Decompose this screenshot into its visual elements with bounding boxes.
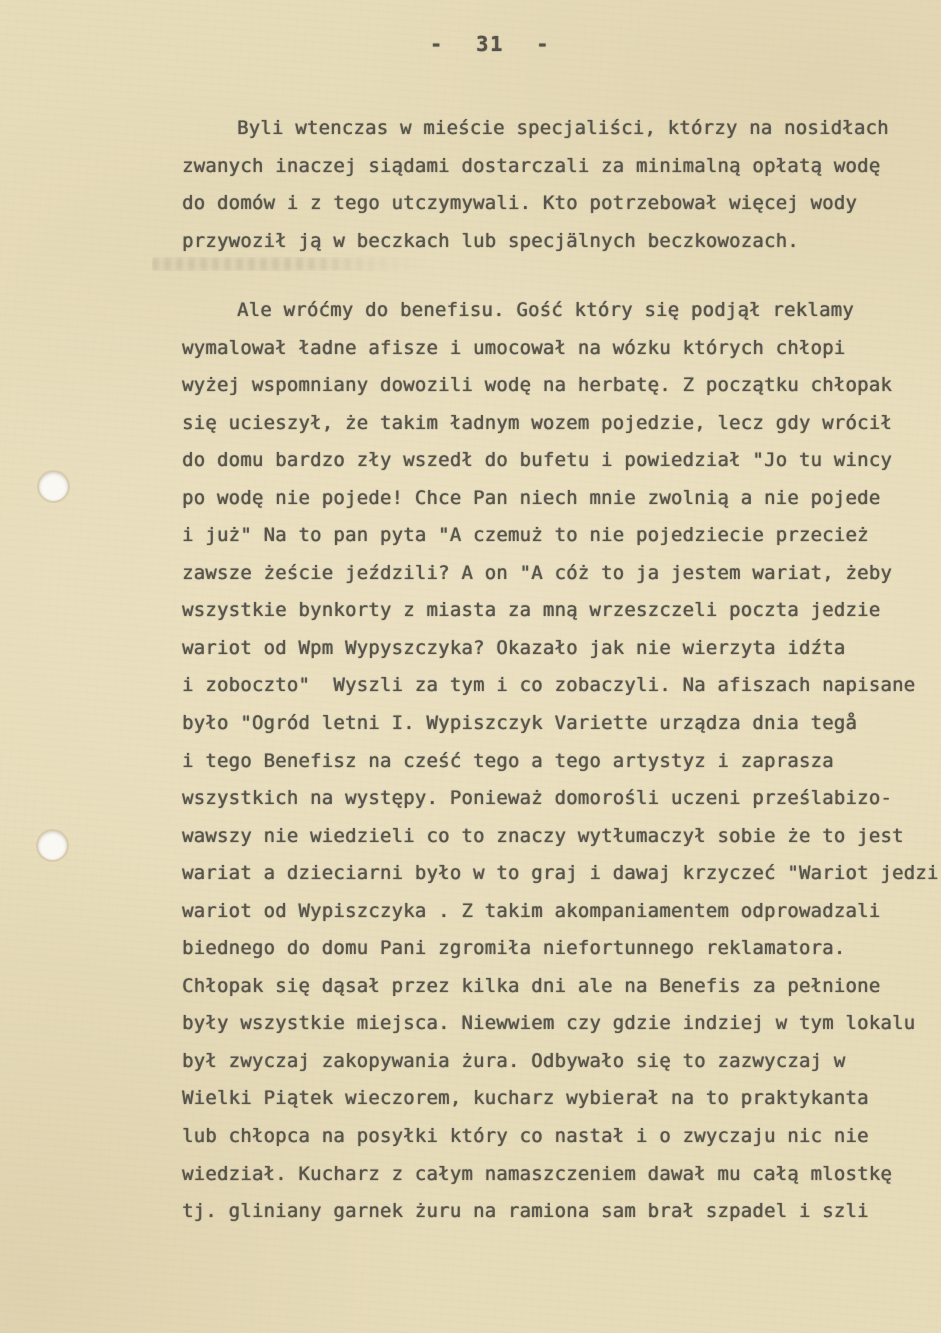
typewritten-line: się ucieszył, że takim ładnym wozem pojedzie, lecz gdy wrócił [182,411,892,434]
typewritten-line: były wszystkie miejsca. Niewwiem czy gdzie indziej w tym lokalu [182,1012,916,1035]
typewritten-line: wyżej wspomniany dowozili wodę na herbatę. Z początku chłopak [182,374,892,397]
typewritten-line: Ale wróćmy do benefisu. Gość który się podjął reklamy [237,298,854,321]
typewritten-line: wiedział. Kucharz z całym namaszczeniem dawał mu całą mlostkę [182,1162,892,1185]
paragraph-gap [182,260,941,292]
typewritten-line: Wielki Piątek wieczorem, kucharz wybierał na to praktykanta [182,1087,869,1110]
typewritten-line: wymalował ładne afisze i umocował na wózku których chłopi [182,336,846,359]
hole-punch-top [39,472,68,501]
typewritten-line: wawszy nie wiedzieli co to znaczy wytłumaczył sobie że to jest [182,824,904,847]
typewritten-line: lub chłopca na posyłki który co nastał i o zwyczaju nic nie [182,1125,869,1148]
typewritten-line: tj. gliniany garnek żuru na ramiona sam brał szpadel i szli [182,1200,869,1223]
typewritten-line: wszystkich na występy. Ponieważ domorośli uczeni prześlabizo- [182,787,892,810]
typewritten-line: Chłopak się dąsał przez kilka dni ale na Benefis za pełnione [182,974,881,997]
typewritten-line: wariot od Wpm Wypyszczyka? Okazało jak nie wierzyta idźta [182,636,846,659]
typewritten-line: do domów i z tego utczymywali. Kto potrzebował więcej wody [182,192,858,215]
typewritten-line: wariat a dzieciarni było w to graj i dawaj krzyczeć "Wariot jedzi [182,862,939,885]
typewritten-line: po wodę nie pojede! Chce Pan niech mnie zwolnią a nie pojede [182,486,881,509]
typewritten-line: był zwyczaj zakopywania żura. Odbywało się to zazwyczaj w [182,1049,846,1072]
typewritten-line: do domu bardzo zły wszedł do bufetu i powiedział "Jo tu wincy [182,449,892,472]
typewritten-line: wariot od Wypiszczyka . Z takim akompaniamentem odprowadzali [182,899,881,922]
hole-punch-bottom [38,831,67,860]
typewritten-line: zwanych inaczej siądami dostarczali za minimalną opłatą wodę [182,154,881,177]
typewritten-line: przywoził ją w beczkach lub specjälnych beczkowozach. [182,229,799,252]
typewritten-line: wszystkie bynkorty z miasta za mną wrzeszczeli poczta jedzie [182,599,881,622]
typewritten-line: biednego do domu Pani zgromiła niefortunnego reklamatora. [182,937,846,960]
typewritten-line: było "Ogród letni I. Wypiszczyk Variette urządza dnia tegå [182,712,858,734]
typewritten-line: Byli wtenczas w mieście specjaliści, którzy na nosidłach [237,117,889,139]
typewritten-line: i już" Na to pan pyta "A czemuż to nie pojedziecie przecież [182,524,869,547]
typewritten-line: i tego Benefisz na cześć tego a tego artystyz i zaprasza [182,749,834,772]
typewritten-text [182,110,941,1231]
typewritten-line: i zoboczto" Wyszli za tym i co zobaczyli. Na afiszach napisane [182,674,916,697]
typewritten-line: zawsze żeście jeździli? A on "A cóż to ja jestem wariat, żeby [182,561,892,584]
page-number: - 31 - [430,32,551,56]
